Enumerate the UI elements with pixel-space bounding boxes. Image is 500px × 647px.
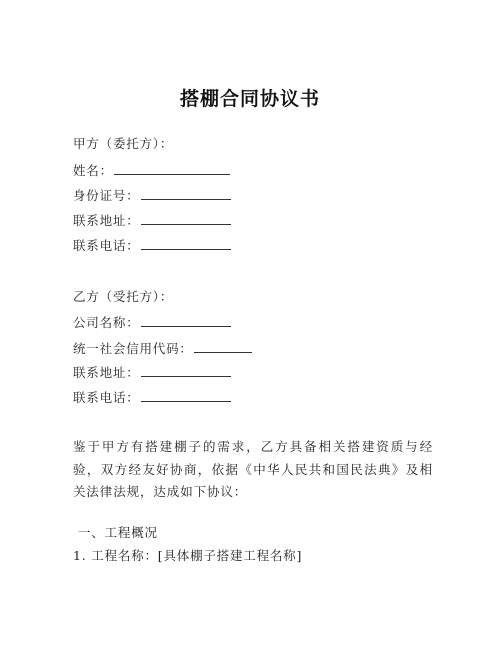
party-a-heading: 甲方（委托方）：	[73, 136, 174, 151]
party-b-company-label: 公司名称：	[73, 315, 140, 330]
section-1-item-1: 1. 工程名称：[具体棚子搭建工程名称]	[73, 548, 303, 563]
party-a-address-blank[interactable]	[141, 212, 231, 225]
party-a-phone-label: 联系电话：	[73, 238, 140, 253]
party-b-phone-blank[interactable]	[141, 389, 231, 402]
party-a-id-label: 身份证号：	[73, 188, 140, 203]
party-b-heading: 乙方（受托方）：	[73, 289, 174, 304]
party-a-name-blank[interactable]	[114, 162, 230, 175]
party-b-address-blank[interactable]	[141, 364, 231, 377]
party-b-credit-code-blank[interactable]	[194, 340, 252, 353]
party-b-company-blank[interactable]	[141, 314, 231, 327]
party-b-credit-code-label: 统一社会信用代码：	[73, 341, 193, 356]
party-a-id-field	[73, 187, 231, 204]
party-a-name-field	[73, 162, 230, 179]
party-a-phone-blank[interactable]	[141, 237, 231, 250]
party-b-credit-code-field	[73, 340, 252, 357]
section-1-heading: 一、工程概况	[78, 525, 158, 540]
party-b-phone-label: 联系电话：	[73, 390, 140, 405]
party-a-name-label: 姓名：	[73, 163, 113, 178]
preamble-paragraph: 鉴于甲方有搭建棚子的需求，乙方具备相关搭建资质与经验，双方经友好协商，依据《中华人民共和国民法典》及相关法律法规，达成如下协议：	[73, 439, 433, 499]
party-a-phone-field	[73, 237, 231, 254]
party-a-id-blank[interactable]	[141, 187, 231, 200]
document-title: 搭棚合同协议书	[179, 88, 320, 110]
party-a-address-label: 联系地址：	[73, 213, 140, 228]
party-b-address-field	[73, 364, 231, 381]
party-b-company-field	[73, 314, 231, 331]
party-a-address-field	[73, 212, 231, 229]
party-b-address-label: 联系地址：	[73, 365, 140, 380]
party-b-phone-field	[73, 389, 231, 406]
